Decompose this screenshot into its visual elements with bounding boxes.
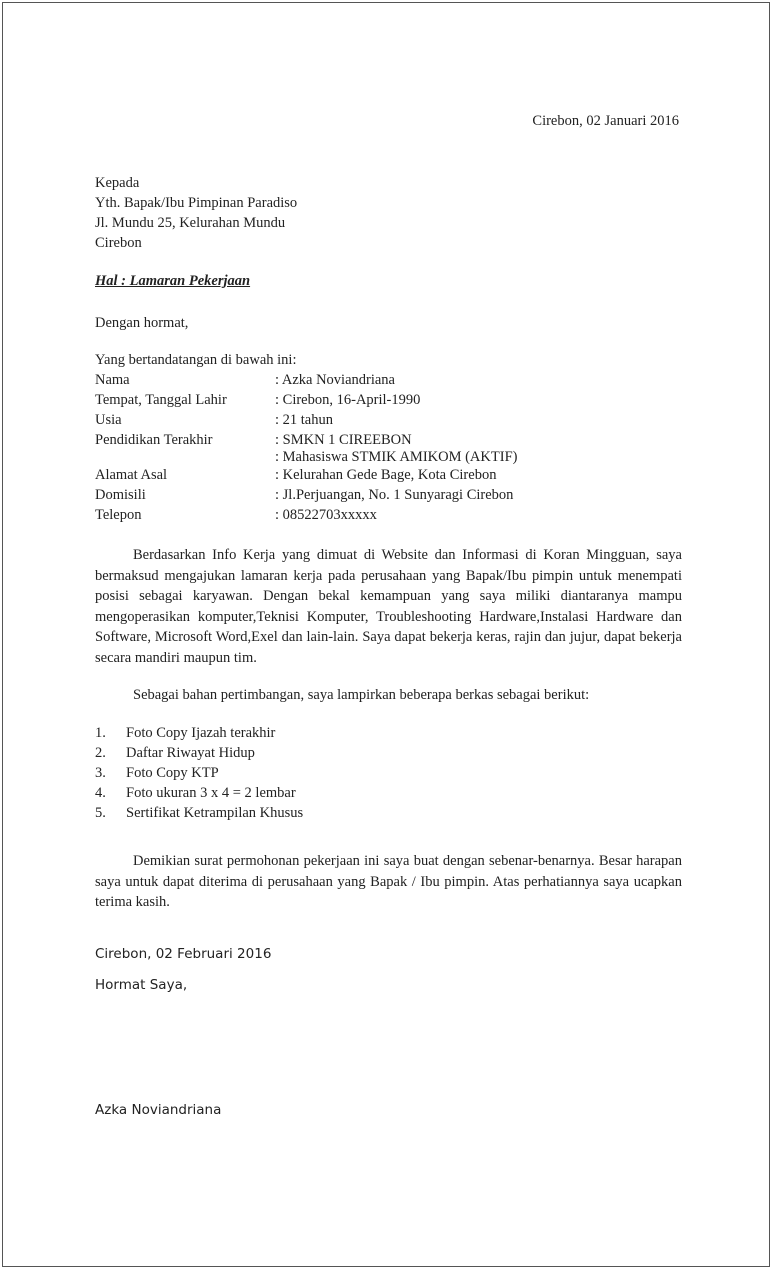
intro-line: Yang bertandatangan di bawah ini: <box>95 352 297 368</box>
field-value: : 21 tahun <box>275 412 333 428</box>
field-value: : 08522703xxxxx <box>275 507 377 523</box>
attachment-number: 5. <box>95 805 106 821</box>
signature-name: Azka Noviandriana <box>95 1102 222 1118</box>
greeting: Dengan hormat, <box>95 315 189 331</box>
recipient-line: Jl. Mundu 25, Kelurahan Mundu <box>95 215 286 231</box>
attachment-number: 1. <box>95 725 106 741</box>
field-label: Telepon <box>95 507 142 523</box>
attachment-text: Sertifikat Ketrampilan Khusus <box>126 805 304 821</box>
field-value: : SMKN 1 CIREEBON <box>275 432 412 448</box>
field-value: : Azka Noviandriana <box>275 372 395 388</box>
letter-page <box>2 2 770 1267</box>
field-row <box>95 372 695 390</box>
field-value: : Jl.Perjuangan, No. 1 Sunyaragi Cirebon <box>275 487 514 503</box>
field-label: Alamat Asal <box>95 467 168 483</box>
recipient-line: Cirebon <box>95 235 142 251</box>
letter-date: Cirebon, 02 Januari 2016 <box>532 113 679 129</box>
field-label: Nama <box>95 372 130 388</box>
attachment-text: Foto Copy Ijazah terakhir <box>126 725 276 741</box>
field-label: Domisili <box>95 487 146 503</box>
letter-subject: Hal : Lamaran Pekerjaan <box>95 273 251 289</box>
body-paragraph: Sebagai bahan pertimbangan, saya lampirkan beberapa berkas sebagai berikut: <box>133 687 590 703</box>
attachment-text: Foto Copy KTP <box>126 765 219 781</box>
body-paragraph: Demikian surat permohonan pekerjaan ini saya buat dengan sebenar-benarnya. Besar harapan saya untuk dapat diterima di perusahaan yang Bapak / Ibu pimpin. Atas perhatiannya saya ucapkan terima kasih. <box>95 853 682 910</box>
attachment-number: 2. <box>95 745 106 761</box>
field-value: : Cirebon, 16-April-1990 <box>275 392 421 408</box>
recipient-line: Yth. Bapak/Ibu Pimpinan Paradiso <box>95 195 298 211</box>
attachment-number: 4. <box>95 785 106 801</box>
field-label: Tempat, Tanggal Lahir <box>95 392 227 408</box>
field-row <box>95 432 695 450</box>
field-row <box>95 412 695 430</box>
attachment-number: 3. <box>95 765 106 781</box>
field-label: Usia <box>95 412 122 428</box>
field-value: : Mahasiswa STMIK AMIKOM (AKTIF) <box>275 449 518 465</box>
field-row <box>95 487 695 505</box>
closing-salutation: Hormat Saya, <box>95 977 188 993</box>
field-label: Pendidikan Terakhir <box>95 432 213 448</box>
attachment-text: Foto ukuran 3 x 4 = 2 lembar <box>126 785 296 801</box>
field-row <box>95 467 695 485</box>
attachment-text: Daftar Riwayat Hidup <box>126 745 255 761</box>
recipient-block <box>95 173 297 253</box>
field-row <box>95 392 695 410</box>
closing-date: Cirebon, 02 Februari 2016 <box>95 946 272 962</box>
body-paragraph: Berdasarkan Info Kerja yang dimuat di Website dan Informasi di Koran Mingguan, saya bermaksud mengajukan lamaran kerja pada perusahaan yang Bapak/Ibu pimpin untuk menempati posisi sebagai karyawan. Dengan bekal kemampuan yang saya miliki diantaranya mampu mengoperasikan komputer,Teknisi Komputer, Troubleshooting Hardware,Instalasi Hardware dan Software, Microsoft Word,Exel dan lain-lain. Saya dapat bekerja keras, rajin dan jujur, dapat bekerja secara mandiri maupun tim. <box>95 547 682 666</box>
field-row <box>95 507 695 525</box>
recipient-line: Kepada <box>95 175 140 191</box>
field-value: : Kelurahan Gede Bage, Kota Cirebon <box>275 467 497 483</box>
field-row <box>95 449 695 467</box>
